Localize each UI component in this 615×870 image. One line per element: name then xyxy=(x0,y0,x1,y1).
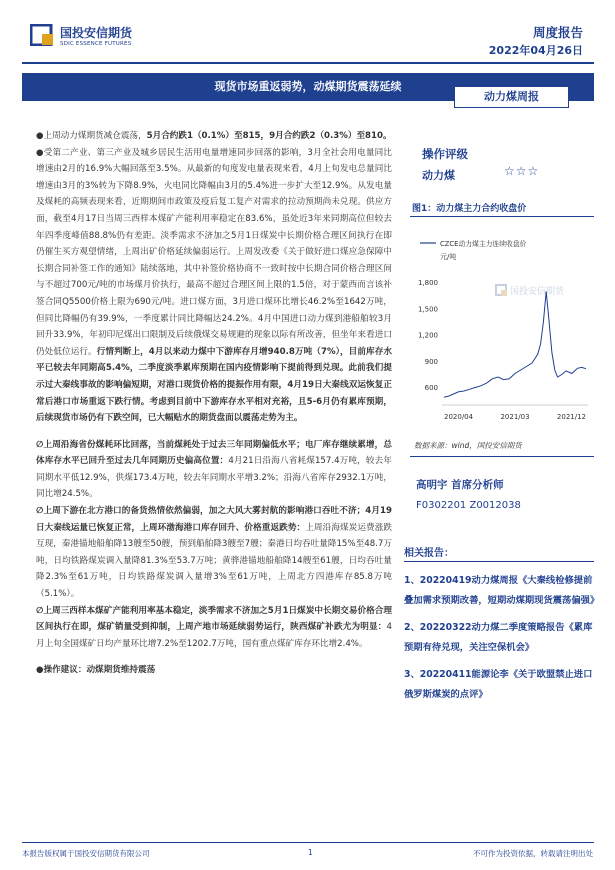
y-tick-label: 1,200 xyxy=(417,331,438,340)
paragraph-futures xyxy=(36,128,392,145)
y-tick-label: 1,500 xyxy=(417,305,438,314)
p4-bold: ∅上周下游在北方港口的备货热情依然偏弱，加之大风大雾封航的影响港口吞吐不济；4月19日大秦线运量已恢复正常，上周环渤海港口库存回升、价格重返跌势： xyxy=(36,506,392,533)
page-title: 现货市场重返弱势，动煤期货震荡延续 xyxy=(214,80,402,93)
price-chart xyxy=(410,225,594,430)
p2-body: ●受第二产业、第三产业及城乡居民生活用电量增速同步回落的影响，3月全社会用电量同比增速由2月的16.9%大幅回落至3.5%。从最新的旬度发电量表现来看，4月上旬发电总量同比增速由3月的3%转为下降8.9%，火电同比降幅由3月的5.4%进一步扩大至12.9%。从发电量及煤耗的高频表现来看，近期期间市政策及疫后复工复产对需求的拉动预期尚未兑现。供应方面，截至4月17日当周三西样本煤矿产能利用率稳定在83.6%，虽处近3年来同期高位但较去年四季度峰值88.8%仍有差距。淡季需求不济加之5月1日煤炭中长期价格合理区间执行在即仍催生买方观望情绪，上周出矿价格延续偏弱运行。上周发改委《关于做好进口煤应急保障中长期合同补签工作的通知》陆续落地，其中补签价格协商不一致时按中长期合同价格合理区间与不超过700元/吨的市场煤月价执行，最高不超过合理区间上限的1.5倍，对于蒙西而言该补签合同Q5500价格上限为690元/吨。进口煤方面，3月进口煤环比增长46.2%至1642万吨，但同比降幅仍有39.9%，一季度累计同比降幅达24.2%。4月中国进口动力煤到港船舶较3月回升33.9%，年初印尼煤出口限制及后续俄煤交易规避的现象以际有所改善，但坐年来看进口仍处低位运行。 xyxy=(36,147,392,357)
y-tick-label: 1,800 xyxy=(417,279,438,287)
y-tick-label: 900 xyxy=(424,357,438,366)
footer-disclaimer: 不可作为投资依据，转载请注明出处 xyxy=(473,849,593,858)
related-rule xyxy=(404,561,594,562)
paragraph-coastal xyxy=(36,437,392,503)
p1-bold: 5月合约跌1（0.1%）至815，9月合约跌2（0.3%）至810。 xyxy=(146,131,392,141)
p4-body: 上周沿海煤炭运费涨跌互现，秦港锚地船舶降13艘至50艘，预到船舶降3艘至7艘；秦港日均吞吐量降15%至48.7万吨，日均铁路煤炭调入量降81.3%至53.7万吨；黄骅港锚地船舶降14艘至61艘，日均吞吐量降2.3%至61万吨，日均铁路煤炭调入量增3%至61万吨，上周北方四港库存85.8万吨（5.1%）。 xyxy=(36,522,392,600)
logo-cn: 国投安信期货 xyxy=(60,26,133,40)
paragraph-supply xyxy=(36,603,392,653)
p5-bold: ∅上周三西样本煤矿产能利用率基本稳定，淡季需求不济加之5月1日煤炭中长期交易价格合理区间执行在即，煤矿销量受到抑制，上周产地市场延续弱势运行，陕西煤矿补跌尤为明显： xyxy=(36,605,392,633)
chart-source: 数据来源：wind，国投安信期货 xyxy=(414,441,522,450)
analyst-ids: F0302201 Z0012038 xyxy=(416,500,521,511)
figure-title: 图1：动力煤主力合约收盘价 xyxy=(412,204,527,214)
page-number: 1 xyxy=(308,848,313,857)
x-tick-label: 2020/04 xyxy=(444,413,474,421)
paragraph-advice: ●操作建议：动煤期货维持震荡 xyxy=(36,665,156,676)
figure-title-rule xyxy=(410,216,594,217)
x-tick-label: 2021/03 xyxy=(500,413,530,421)
related-list xyxy=(404,571,600,712)
y-axis-unit: 元/吨 xyxy=(440,253,457,261)
source-rule xyxy=(410,456,594,457)
company-logo-icon xyxy=(30,24,54,46)
analyst-name: 高明宇 首席分析师 xyxy=(416,479,504,491)
report-type: 周度报告 xyxy=(532,25,583,40)
legend-label: CZCE动力煤主力连续收盘价 xyxy=(440,240,527,248)
watermark-text: 国投安信期货 xyxy=(510,287,565,297)
chart-watermark xyxy=(496,285,565,297)
p2-bold: 行情判断上，4月以来动力煤中下游库存月增940.8万吨（7%），目前库存水平已较去年同期高5.4%，二季度淡季累库预期在国内疫情影响下提前得到兑现。此前我们提示过大秦线事故的影响偏短期，对港口现货价格的提振作用有限，4月19日大秦线双运恢复正常后港口市场重返下跌行情。考虑到目前中下游库存水平相对充裕，且5-6月仍有累库预期，后续现货市场仍有下跌空间，已大幅贴水的期货盘面以震荡走势为主。 xyxy=(36,346,392,424)
related-item[interactable]: 2、20220322动力煤二季度策略报告《累库预期有待兑现，关注空保机会》 xyxy=(404,622,593,653)
related-item[interactable]: 1、20220419动力煤周报《大秦线检修提前叠加需求预期改善，短期动煤期现货震荡偏强》 xyxy=(404,575,600,606)
weekly-tab: 动力煤周报 xyxy=(454,86,569,108)
y-tick-label: 600 xyxy=(424,384,438,392)
footer-copyright: 本报告版权属于国投安信期货有限公司 xyxy=(22,849,150,858)
header-rule xyxy=(22,62,594,64)
x-tick-label: 2021/12 xyxy=(556,413,586,421)
paragraph-analysis xyxy=(36,145,392,427)
related-title: 相关报告： xyxy=(404,548,454,559)
p5-body: 4月上旬全国煤矿日均产量环比增7.2%至1202.7万吨，国有重点煤矿库存环比增2.4%。 xyxy=(36,622,392,649)
p3-bold: ∅上周沿海省份煤耗环比回落，当前煤耗处于过去三年同期偏低水平；电厂库存继续累增，总体库存水平已回升至过去几年同期历史偏高位置： xyxy=(36,439,392,467)
p3-body: 4月21日沿海八省耗煤157.4万吨，较去年同期水平低12.9%，供煤173.4万吨，较去年同期水平增3.2%；沿海八省库存2932.1万吨，同比增24.5%。 xyxy=(36,456,392,500)
related-item[interactable]: 3、20220411能源论李《关于欧盟禁止进口俄罗斯煤炭的点评》 xyxy=(404,669,593,700)
paragraph-port xyxy=(36,503,392,603)
report-body xyxy=(36,128,392,679)
p1-lead: ●上周动力煤期货减仓震荡， xyxy=(36,131,147,141)
report-date: 2022年04月26日 xyxy=(488,44,583,57)
rating-stars-icon: ☆☆☆ xyxy=(504,164,540,178)
footer-rule xyxy=(22,842,594,843)
price-series-line xyxy=(444,291,586,397)
logo-en: SDIC ESSENCE FUTURES xyxy=(60,41,132,47)
rating-item: 动力煤 xyxy=(422,169,455,182)
rating-label: 操作评级 xyxy=(422,147,468,161)
